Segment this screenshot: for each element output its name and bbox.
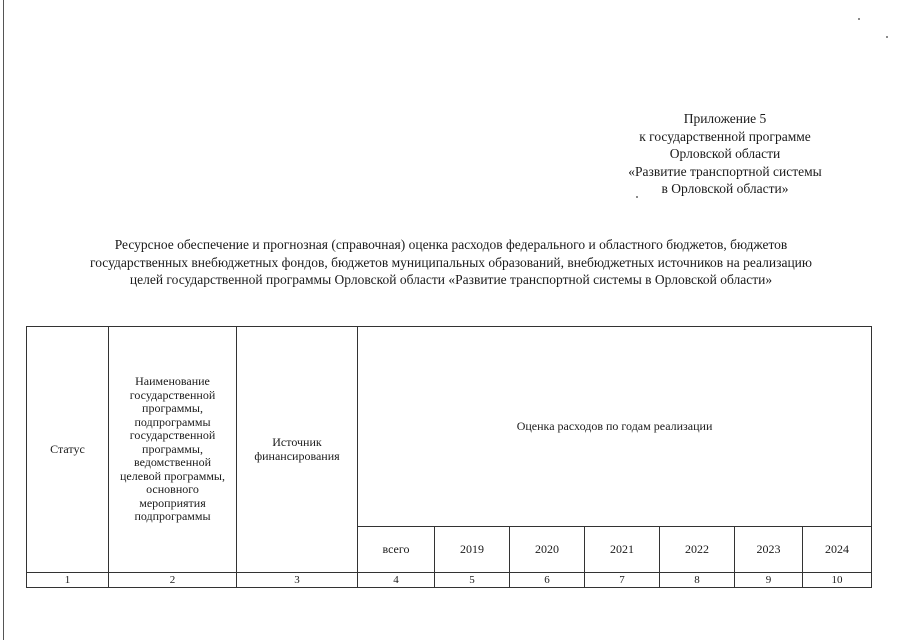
appendix-line: Орловской области [669, 146, 781, 161]
header-text-line: программы, [142, 441, 203, 456]
document-heading [20, 236, 882, 289]
column-number: 7 [585, 573, 660, 588]
column-number: 9 [735, 573, 803, 588]
column-number: 6 [510, 573, 585, 588]
header-text-line: государственной [129, 387, 216, 402]
header-text-line: Источник [272, 435, 322, 449]
column-number: 5 [435, 573, 510, 588]
appendix-line: «Развитие транспортной системы [628, 163, 822, 179]
heading-line: государственных внебюджетных фондов, бюджетов муниципальных образований, внебюджетных источников на реализацию [90, 254, 812, 270]
scan-speck [858, 18, 860, 20]
scan-speck [636, 196, 638, 198]
status-header: Статус [27, 327, 109, 573]
program-name-header [109, 327, 237, 573]
header-text-line: Наименование [135, 374, 210, 389]
column-number: 2 [109, 573, 237, 588]
column-number: 10 [803, 573, 872, 588]
header-text-line: ведомственной [134, 455, 211, 470]
year-column-header: 2022 [660, 527, 735, 573]
year-column-header: 2019 [435, 527, 510, 573]
header-text-line: программы, [142, 401, 203, 416]
year-column-header: всего [358, 527, 435, 573]
header-text-line: подпрограммы [134, 414, 211, 429]
funding-source-header [237, 327, 358, 573]
page-edge-line [3, 0, 4, 640]
appendix-note [600, 110, 850, 198]
scan-speck [886, 36, 888, 38]
header-text-line: государственной [129, 428, 216, 443]
appendix-line: в Орловской области» [661, 181, 789, 196]
column-number-row [27, 573, 872, 588]
column-number: 4 [358, 573, 435, 588]
column-number: 8 [660, 573, 735, 588]
heading-line: Ресурсное обеспечение и прогнозная (справочная) оценка расходов федерального и областного бюджетов, бюджетов [114, 237, 788, 252]
year-column-header: 2021 [585, 527, 660, 573]
header-text-line: финансирования [254, 448, 340, 463]
heading-line: целей государственной программы Орловской области «Развитие транспортной системы в Орловской области» [129, 272, 773, 287]
year-column-header: 2024 [803, 527, 872, 573]
header-text-line: целевой программы, [120, 468, 225, 483]
appendix-line: к государственной программе [639, 128, 811, 144]
header-text-line: мероприятия [139, 495, 206, 510]
year-column-header: 2020 [510, 527, 585, 573]
header-text-line: основного [146, 482, 199, 497]
expenses-table [26, 326, 872, 588]
header-text-line: подпрограммы [134, 509, 211, 524]
appendix-line: Приложение 5 [683, 111, 767, 126]
expense-estimate-header: Оценка расходов по годам реализации [358, 327, 872, 527]
column-number: 1 [27, 573, 109, 588]
column-number: 3 [237, 573, 358, 588]
year-column-header: 2023 [735, 527, 803, 573]
